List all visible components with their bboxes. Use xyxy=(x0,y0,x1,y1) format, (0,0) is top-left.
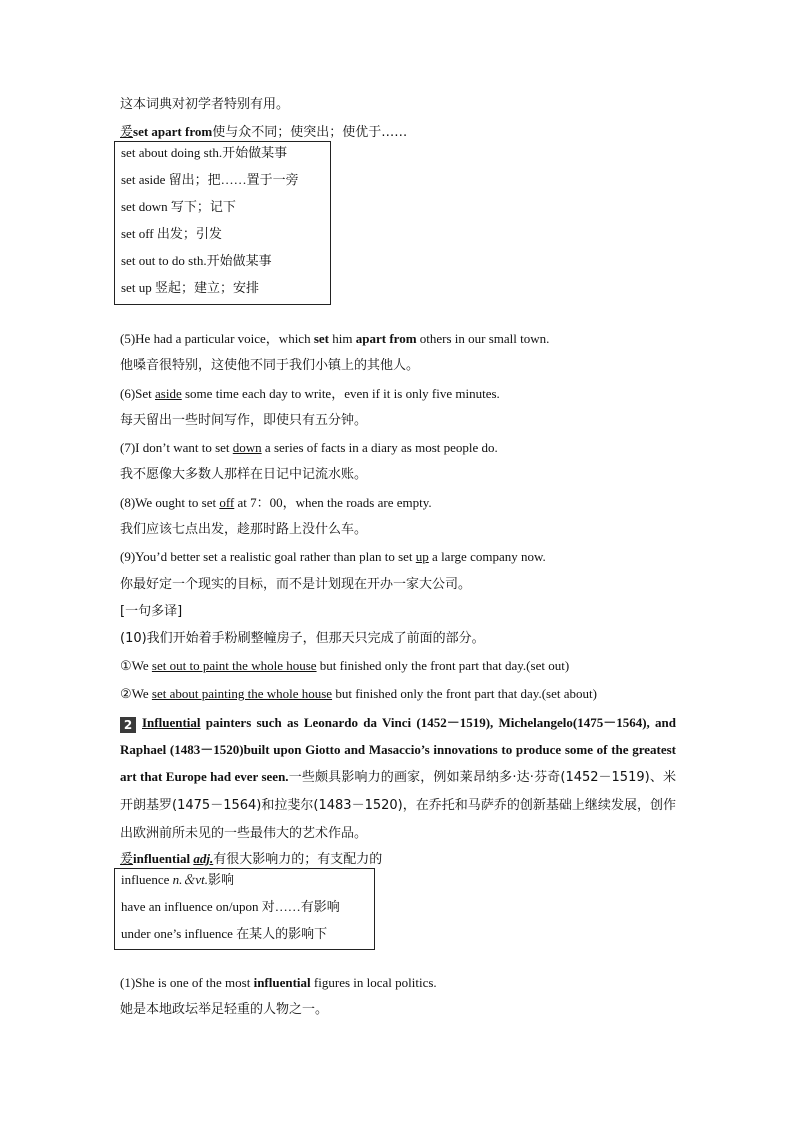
keyword: apart from xyxy=(355,331,417,346)
text: ①We xyxy=(120,658,152,673)
box-item xyxy=(121,872,234,889)
set-phrases-box xyxy=(114,141,331,305)
answer: down xyxy=(232,440,262,455)
text: a large company now. xyxy=(428,549,546,564)
example-7 xyxy=(120,440,498,456)
question-10: (10)我们开始着手粉刷整幢房子，但那天只完成了前面的部分。 xyxy=(120,631,485,646)
example-7-translation: 我不愿像大多数人那样在日记中记流水账。 xyxy=(120,467,368,482)
text: figures in local politics. xyxy=(310,975,437,990)
text: but finished only the front part that day.(set about) xyxy=(332,686,597,701)
example-6 xyxy=(120,386,500,402)
text: him xyxy=(329,331,356,346)
text: (6)Set xyxy=(120,386,156,401)
example-9 xyxy=(120,549,546,565)
example-5 xyxy=(120,331,549,347)
text: at 7：00，when the roads are empty. xyxy=(234,495,432,510)
set-apart-heading xyxy=(120,124,407,141)
box-item: set aside 留出；把……置于一旁 xyxy=(121,172,299,187)
influence-box xyxy=(114,868,375,950)
meaning: 使与众不同；使突出；使优于…… xyxy=(212,125,408,140)
example-6-translation: 每天留出一些时间写作，即使只有五分钟。 xyxy=(120,413,368,428)
text: (1)She is one of the most xyxy=(120,975,254,990)
text: but finished only the front part that day.(set out) xyxy=(316,658,570,673)
box-item: set up 竖起；建立；安排 xyxy=(121,280,259,295)
example-9-translation: 你最好定一个现实的目标，而不是计划现在开办一家大公司。 xyxy=(120,577,472,592)
text: some time each day to write，even if it is only five minutes. xyxy=(181,386,500,401)
word: influence xyxy=(121,872,173,887)
keyword: influential xyxy=(253,975,311,990)
marker: 爰 xyxy=(120,852,134,867)
text: (8)We ought to set xyxy=(120,495,220,510)
answer: up xyxy=(415,549,429,564)
intro-sentence: 这本词典对初学者特别有用。 xyxy=(120,97,290,112)
answer: set out to paint the whole house xyxy=(151,658,317,673)
box-item: set down 写下；记下 xyxy=(121,199,236,214)
box-item: under one’s influence 在某人的影响下 xyxy=(121,926,328,941)
meaning: 有很大影响力的；有支配力的 xyxy=(213,852,383,867)
keyword: set xyxy=(313,331,330,346)
text: (5)He had a particular voice，which xyxy=(120,331,314,346)
answer: set about painting the whole house xyxy=(151,686,333,701)
answer: off xyxy=(219,495,235,510)
text: (7)I don’t want to set xyxy=(120,440,233,455)
sentence-english: painters such as Leonardo da Vinci (1452－1519), Michelangelo(1475－1564), and Raphael (1483－1520)built upon Giotto and Masaccio’s innovations to produce some of the greatest art that Europe had ever seen. xyxy=(120,715,676,784)
influential-example-1 xyxy=(120,975,437,991)
example-8-translation: 我们应该七点出发，趁那时路上没什么车。 xyxy=(120,522,368,537)
example-8 xyxy=(120,495,432,511)
text: (9)You’d better set a realistic goal rather than plan to set xyxy=(120,549,416,564)
box-item: have an influence on/upon 对……有影响 xyxy=(121,899,340,914)
keyword: Influential xyxy=(142,715,201,730)
sentence-chinese: 一些颇具影响力的画家，例如莱昂纳多·达·芬奇(1452－1519)、米开朗基罗(1475－1564)和拉斐尔(1483－1520)，在乔托和马萨乔的创新基础上继续发展，创作出欧洲前所未见的一些最伟大的艺术作品。 xyxy=(120,770,676,841)
influential-example-1-translation: 她是本地政坛举足轻重的人物之一。 xyxy=(120,1002,329,1017)
box-item: set off 出发；引发 xyxy=(121,226,222,241)
part-of-speech: n.＆vt. xyxy=(172,872,209,887)
example-5-translation: 他嗓音很特别，这使他不同于我们小镇上的其他人。 xyxy=(120,358,420,373)
text: others in our small town. xyxy=(416,331,550,346)
box-item: set out to do sth.开始做某事 xyxy=(121,253,272,268)
item-2-paragraph xyxy=(120,709,676,847)
answer-2 xyxy=(120,686,597,702)
meaning: 影响 xyxy=(208,873,235,888)
multi-translation-heading: [一句多译] xyxy=(120,604,183,619)
answer-1 xyxy=(120,658,569,674)
phrase: set apart from xyxy=(133,124,213,139)
text: ②We xyxy=(120,686,152,701)
box-item: set about doing sth.开始做某事 xyxy=(121,145,288,160)
text: a series of facts in a diary as most people do. xyxy=(261,440,498,455)
marker: 爰 xyxy=(120,125,134,140)
part-of-speech: adj. xyxy=(193,851,214,866)
item-number-badge: 2 xyxy=(120,717,136,733)
influential-heading xyxy=(120,851,382,868)
answer: aside xyxy=(155,386,182,401)
word: influential xyxy=(133,851,191,866)
